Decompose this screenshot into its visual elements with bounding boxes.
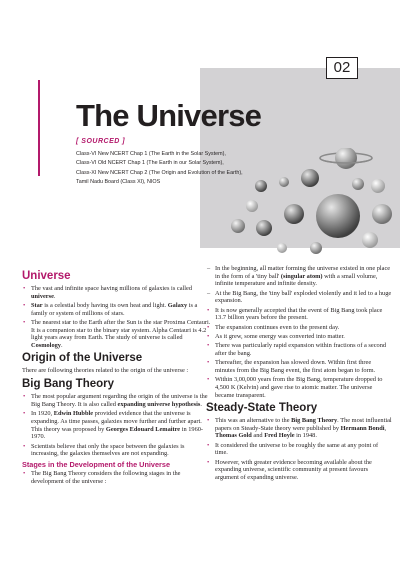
bigbang-heading: Big Bang Theory xyxy=(22,378,115,391)
list-item: • The vast and infinite space having millions of galaxies is called universe. xyxy=(22,285,212,300)
large-planet-icon xyxy=(316,194,360,238)
stages-dash-list xyxy=(206,265,392,305)
planet-icon xyxy=(246,200,258,212)
steady-state-heading: Steady-State Theory xyxy=(206,402,318,414)
steady-state-list xyxy=(206,417,392,482)
list-item: – In the beginning, all matter forming the universe existed in one place in the form of a 'tiny ball' (singular atom) with a small volume, infinite temperature and infinite density. xyxy=(206,265,392,288)
chapter-number-badge: 02 xyxy=(326,57,358,79)
list-item: • The most popular argument regarding the origin of the universe is the Big Bang Theory. It is also called expanding universe hypothesis. xyxy=(22,393,212,408)
planets-illustration xyxy=(218,148,400,260)
sourced-tag: [ SOURCED ] xyxy=(76,138,126,145)
stages-list xyxy=(22,470,212,485)
bigbang-facts-list xyxy=(206,307,392,400)
list-item: • In 1920, Edwin Hubble provided evidence that the universe is expanding. As time passes, galaxies move further and further apart. This theory was proposed by Georges Edouard Lemaitre in 1960-1970. xyxy=(22,410,212,441)
planet-icon xyxy=(279,177,289,187)
sourced-label: SOURCED xyxy=(81,138,120,145)
planet-icon xyxy=(301,169,319,187)
planet-icon xyxy=(371,179,385,193)
universe-list xyxy=(22,285,212,350)
list-item: • Scientists believe that only the space between the galaxies is increasing, the galaxies themselves are not expanding. xyxy=(22,443,212,458)
planet-icon xyxy=(284,204,304,224)
stages-heading: Stages in the Development of the Universe xyxy=(22,459,171,469)
planet-icon xyxy=(372,204,392,224)
list-item: • The expansion continues even to the present day. xyxy=(206,324,392,332)
list-item: • There was particularly rapid expansion within fractions of a second after the bang. xyxy=(206,342,392,357)
planet-icon xyxy=(231,219,245,233)
left-column xyxy=(22,268,212,487)
planet-icon xyxy=(277,243,287,253)
list-item: • Star is a celestial body having its own heat and light. Galaxy is a family or system of millions of stars. xyxy=(22,302,212,317)
list-item: • It considered the universe to be roughly the same at any point of time. xyxy=(206,442,392,457)
planet-icon xyxy=(255,180,267,192)
source-line: Class-VI Old NCERT Chap 1 (The Earth in our Solar System), xyxy=(76,160,224,167)
accent-bar xyxy=(38,80,40,176)
list-item: • Within 3,00,000 years from the Big Bang, temperature dropped to 4,500 K (Kelvin) and gave rise to atomic matter. The universe became transparent. xyxy=(206,376,392,399)
list-item: • The nearest star to the Earth after the Sun is the star Proxima Centauri. It is a companion star to the binary star system. Alpha Centauri is 4.2 light years away from Earth. The study of universe is called Cosmology. xyxy=(22,319,212,350)
list-item: • Thereafter, the expansion has slowed down. Within first three minutes from the Big Bang event, the first atom began to form. xyxy=(206,359,392,374)
origin-intro: There are following theories related to the origin of the universe : xyxy=(22,367,189,375)
right-column xyxy=(206,265,392,483)
list-item: • As it grew, some energy was converted into matter. xyxy=(206,333,392,341)
list-item: • However, with greater evidence becoming available about the expanding universe, scientific community at present favours argument of expanding universe. xyxy=(206,459,392,482)
saturn-icon xyxy=(320,148,372,169)
list-item: – At the Big Bang, the 'tiny ball' exploded violently and it led to a huge expansion. xyxy=(206,290,392,305)
list-item: • It is now generally accepted that the event of Big Bang took place 13.7 billion years before the present. xyxy=(206,307,392,322)
planet-icon xyxy=(310,242,322,254)
planet-icon xyxy=(362,232,378,248)
source-line: Class-XI New NCERT Chap 2 (The Origin and Evolution of the Earth), xyxy=(76,169,243,176)
planet-icon xyxy=(352,178,364,190)
list-item: • This was an alternative to the Big Bang Theory. The most influential papers on Steady-State theory were published by Hermann Bondi, Thomas Gold and Fred Hoyle in 1948. xyxy=(206,417,392,440)
source-line: Class-VI New NCERT Chap 1 (The Earth in the Solar System), xyxy=(76,151,226,157)
bigbang-list xyxy=(22,393,212,458)
chapter-title: The Universe xyxy=(76,98,262,133)
list-item: • The Big Bang Theory considers the following stages in the development of the universe : xyxy=(22,470,212,485)
source-line: Tamil Nadu Board (Class XI), NIOS xyxy=(76,178,161,185)
planet-icon xyxy=(256,220,272,236)
origin-heading: Origin of the Universe xyxy=(22,352,143,365)
universe-heading: Universe xyxy=(22,270,71,282)
